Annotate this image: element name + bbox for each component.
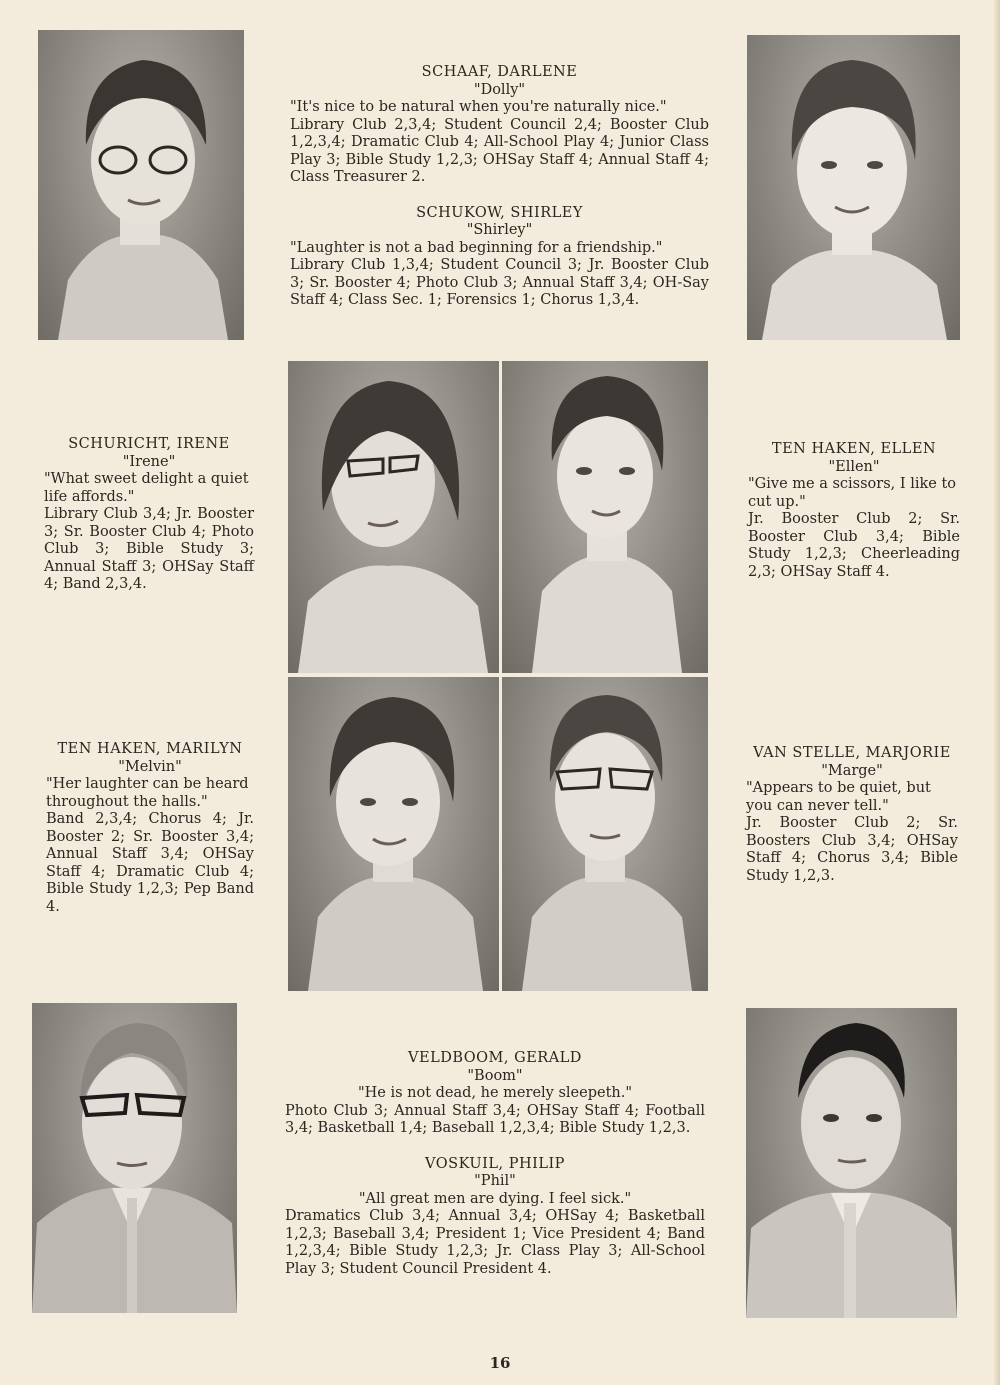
student-quote: "It's nice to be natural when you're naturally nice." — [290, 99, 667, 115]
student-name: SCHUKOW, SHIRLEY — [416, 204, 583, 221]
student-activities: Library Club 3,4; Jr. Booster 3; Sr. Booster Club 4; Photo Club 3; Bible Study 3; Annual Staff 3; OHSay Staff 4; Band 2,3,4. — [44, 506, 254, 592]
student-activities: Jr. Booster Club 2; Sr. Boosters Club 3,4; OHSay Staff 4; Chorus 3,4; Bible Study 1,2,3. — [746, 815, 958, 884]
student-name: SCHURICHT, IRENE — [68, 436, 230, 452]
portrait-schaaf-darlene — [38, 30, 244, 340]
portrait-schuricht-irene — [288, 361, 499, 673]
student-quote: "Laughter is not a bad beginning for a friendship." — [290, 239, 663, 256]
bio-block-vanstelle — [746, 745, 958, 885]
student-quote: "All great men are dying. I feel sick." — [358, 1190, 632, 1207]
portrait-tenhaken-ellen — [502, 361, 708, 673]
bio-block-bottom — [285, 1050, 705, 1278]
student-nickname: "Ellen" — [828, 458, 880, 475]
bio-block-tenhaken-marilyn — [46, 741, 254, 916]
student-activities: Jr. Booster Club 2; Sr. Booster Club 3,4; Bible Study 1,2,3; Cheerleading 2,3; OHSay Staff 4. — [748, 511, 960, 580]
portrait-vanstelle-marjorie — [502, 677, 708, 991]
student-activities: Dramatics Club 3,4; Annual 3,4; OHSay 4; Basketball 1,2,3; Baseball 3,4; President 1; Vice President 4; Band 1,2,3,4; Bible Study 1,2,3; Jr. Class Play 3; All-School Play 3; Student Council President 4. — [285, 1208, 705, 1277]
bio-block-schuricht — [44, 436, 254, 594]
portrait-voskuil-philip — [746, 1008, 957, 1318]
student-name: TEN HAKEN, ELLEN — [771, 441, 937, 457]
student-name: VAN STELLE, MARJORIE — [753, 745, 951, 761]
student-activities: Band 2,3,4; Chorus 4; Jr. Booster 2; Sr. Booster 3,4; Annual Staff 3,4; OHSay Staff 4; Dramatic Club 4; Bible Study 1,2,3; Pep Band 4. — [46, 811, 254, 915]
bio-block-top — [290, 64, 709, 310]
student-nickname: "Melvin" — [118, 758, 182, 775]
student-nickname: "Phil" — [474, 1173, 516, 1189]
bio-block-tenhaken-ellen — [748, 441, 960, 581]
portrait-schukow-shirley — [747, 35, 960, 340]
portrait-tenhaken-marilyn — [288, 677, 499, 991]
student-nickname: "Boom" — [467, 1067, 523, 1084]
student-name: TEN HAKEN, MARILYN — [57, 741, 243, 757]
student-name: SCHAAF, DARLENE — [421, 64, 578, 80]
student-quote: "What sweet delight a quiet life affords." — [44, 471, 249, 505]
student-nickname: "Marge" — [821, 762, 883, 779]
student-nickname: "Irene" — [122, 453, 176, 470]
page-edge — [994, 0, 1000, 1385]
student-quote: "Appears to be quiet, but you can never tell." — [746, 780, 931, 814]
student-activities: Library Club 1,3,4; Student Council 3; Jr. Booster Club 3; Sr. Booster 4; Photo Club 3; Annual Staff 3,4; OH-Say Staff 4; Class Sec. 1; Forensics 1; Chorus 1,3,4. — [290, 257, 709, 308]
student-name: VELDBOOM, GERALD — [408, 1050, 582, 1066]
student-name: VOSKUIL, PHILIP — [425, 1155, 565, 1172]
student-activities: Library Club 2,3,4; Student Council 2,4; Booster Club 1,2,3,4; Dramatic Club 4; All-School Play 4; Junior Class Play 3; Bible Study 1,2,3; OHSay Staff 4; Annual Staff 4; Class Treasurer 2. — [290, 116, 709, 185]
student-nickname: "Dolly" — [473, 81, 526, 98]
student-quote: "Give me a scissors, I like to cut up." — [748, 476, 957, 510]
page-number: 16 — [489, 1354, 511, 1372]
portrait-veldboom-gerald — [32, 1003, 237, 1313]
student-quote: "Her laughter can be heard throughout the halls." — [46, 776, 249, 810]
student-quote: "He is not dead, he merely sleepeth." — [357, 1085, 633, 1101]
student-nickname: "Shirley" — [466, 222, 533, 238]
student-activities: Photo Club 3; Annual Staff 3,4; OHSay Staff 4; Football 3,4; Basketball 1,4; Baseball 1,2,3,4; Bible Study 1,2,3. — [285, 1102, 705, 1136]
